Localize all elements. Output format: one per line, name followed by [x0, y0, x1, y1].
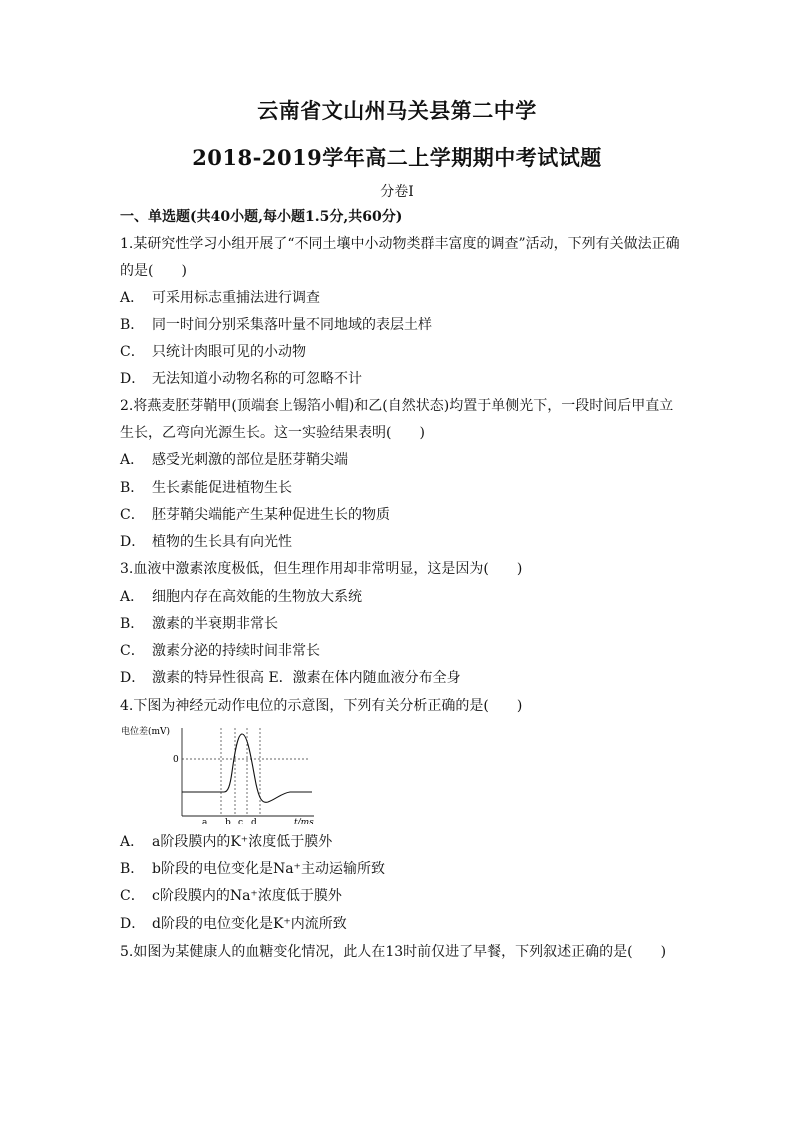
- question-4-option-c[interactable]: [120, 887, 342, 905]
- section-heading: 一、单选题(共40小题,每小题1.5分,共60分): [120, 209, 403, 225]
- question-2-stem-line2: 生长，乙弯向光源生长。这一实验结果表明( ): [120, 425, 425, 441]
- y-axis-label: 电位差(mV): [121, 727, 171, 737]
- option-text: c阶段膜内的Na⁺浓度低于膜外: [152, 888, 342, 904]
- option-letter: A．: [120, 452, 145, 468]
- option-letter: B．: [120, 317, 145, 333]
- zero-tick-label: 0: [173, 755, 179, 765]
- option-text: 只统计肉眼可见的小动物: [152, 344, 306, 360]
- paper-part-label: 分卷I: [380, 184, 414, 200]
- question-3-stem-line1: 3.血液中激素浓度极低，但生理作用却非常明显，这是因为( ): [120, 561, 523, 577]
- option-text: 激素分泌的持续时间非常长: [152, 643, 320, 659]
- question-1-option-c[interactable]: [120, 343, 306, 361]
- exam-title-line1: 云南省文山州马关县第二中学: [257, 98, 537, 123]
- question-3-option-a[interactable]: [120, 588, 362, 606]
- phase-label-a: a: [202, 818, 208, 824]
- option-text: b阶段的电位变化是Na⁺主动运输所致: [152, 861, 385, 877]
- question-1-stem-line1: 1.某研究性学习小组开展了“不同土壤中小动物类群丰富度的调查”活动，下列有关做法正确: [120, 236, 680, 252]
- question-1-stem-line2: 的是( ): [120, 263, 187, 279]
- question-2-option-d[interactable]: [120, 533, 292, 551]
- option-letter: A．: [120, 589, 145, 605]
- option-letter: B．: [120, 861, 145, 877]
- option-text: 无法知道小动物名称的可忽略不计: [152, 371, 362, 387]
- option-letter: A．: [120, 834, 145, 850]
- question-4-option-a[interactable]: [120, 833, 332, 851]
- option-text: 生长素能促进植物生长: [152, 480, 292, 496]
- option-text: a阶段膜内的K⁺浓度低于膜外: [152, 834, 333, 850]
- question-5-stem-line1: 5.如图为某健康人的血糖变化情况，此人在13时前仅进了早餐，下列叙述正确的是( ): [120, 944, 667, 960]
- option-letter: C．: [120, 344, 145, 360]
- option-text: d阶段的电位变化是K⁺内流所致: [152, 916, 347, 932]
- question-4-stem-line1: 4.下图为神经元动作电位的示意图，下列有关分析正确的是( ): [120, 698, 523, 714]
- option-text: 激素的半衰期非常长: [152, 616, 278, 632]
- question-1-option-a[interactable]: [120, 289, 320, 307]
- option-letter: C．: [120, 507, 145, 523]
- option-letter: D．: [120, 670, 146, 686]
- option-text: 胚芽鞘尖端能产生某种促进生长的物质: [152, 507, 390, 523]
- option-letter: B．: [120, 616, 145, 632]
- question-4-option-b[interactable]: [120, 860, 385, 878]
- option-text: 细胞内存在高效能的生物放大系统: [152, 589, 362, 605]
- question-3-option-d[interactable]: [120, 669, 461, 687]
- question-2-option-c[interactable]: [120, 506, 390, 524]
- question-1-option-b[interactable]: [120, 316, 432, 334]
- question-3-option-c[interactable]: [120, 642, 320, 660]
- x-axis-label: t/ms: [294, 818, 314, 824]
- option-text: 可采用标志重捕法进行调查: [152, 290, 320, 306]
- action-potential-svg: [120, 722, 320, 824]
- phase-label-b: b: [225, 818, 231, 824]
- question-4-option-d[interactable]: [120, 915, 347, 933]
- option-letter: A．: [120, 290, 145, 306]
- question-3-option-b[interactable]: [120, 615, 278, 633]
- option-text: 激素的特异性很高 E．激素在体内随血液分布全身: [152, 670, 461, 686]
- option-letter: C．: [120, 888, 145, 904]
- option-letter: C．: [120, 643, 145, 659]
- phase-label-d: d: [251, 818, 257, 824]
- exam-title-line2: 2018-2019学年高二上学期期中考试试题: [192, 145, 602, 170]
- option-text: 感受光刺激的部位是胚芽鞘尖端: [152, 452, 348, 468]
- phase-label-c: c: [238, 818, 244, 824]
- action-potential-figure: [120, 722, 320, 824]
- option-text: 植物的生长具有向光性: [152, 534, 292, 550]
- question-1-option-d[interactable]: [120, 370, 362, 388]
- option-letter: D．: [120, 371, 146, 387]
- question-2-option-b[interactable]: [120, 479, 292, 497]
- option-letter: D．: [120, 916, 146, 932]
- option-letter: D．: [120, 534, 146, 550]
- question-2-stem-line1: 2.将燕麦胚芽鞘甲(顶端套上锡箔小帽)和乙(自然状态)均置于单侧光下，一段时间后甲直立: [120, 398, 674, 414]
- option-text: 同一时间分别采集落叶量不同地域的表层土样: [152, 317, 432, 333]
- option-letter: B．: [120, 480, 145, 496]
- question-2-option-a[interactable]: [120, 451, 348, 469]
